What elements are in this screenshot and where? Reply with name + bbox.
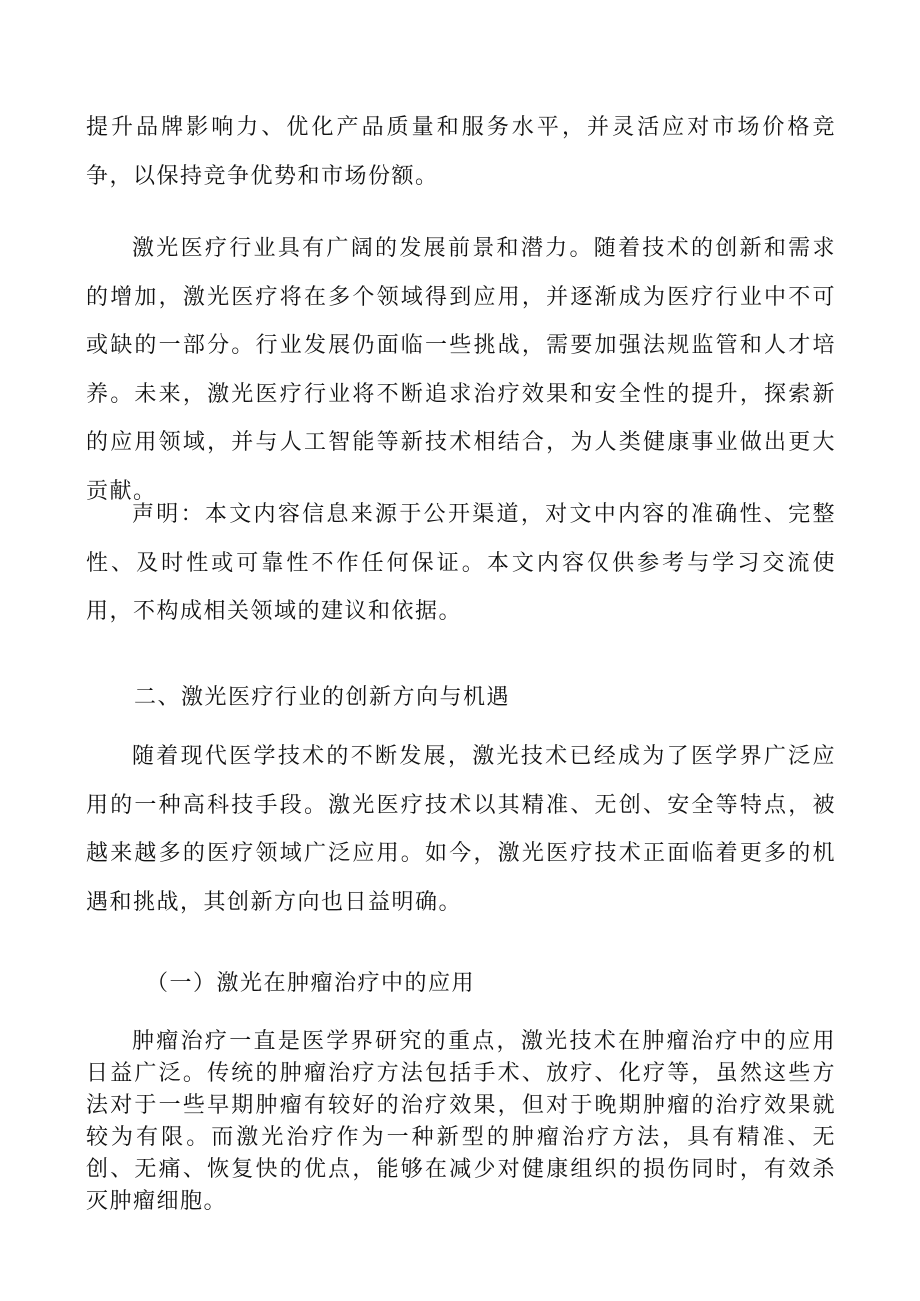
- subsection-heading-tumor: （一）激光在肿瘤治疗中的应用: [146, 971, 476, 996]
- section-heading-innovation: 二、激光医疗行业的创新方向与机遇: [134, 685, 511, 710]
- paragraph-innovation-intro: 随着现代医学技术的不断发展，激光技术已经成为了医学界广泛应用的一种高科技手段。激光医疗技术以其精准、无创、安全等特点，被越来越多的医疗领域广泛应用。如今，激光医疗技术正面临着更多的机遇和挑战，其创新方向也日益明确。: [86, 744, 836, 915]
- paragraph-tumor-treatment: 肿瘤治疗一直是医学界研究的重点，激光技术在肿瘤治疗中的应用日益广泛。传统的肿瘤治疗方法包括手术、放疗、化疗等，虽然这些方法对于一些早期肿瘤有较好的治疗效果，但对于晚期肿瘤的治疗效果就较为有限。而激光治疗作为一种新型的肿瘤治疗方法，具有精准、无创、无痛、恢复快的优点，能够在减少对健康组织的损伤同时，有效杀灭肿瘤细胞。: [86, 1029, 836, 1214]
- paragraph-disclaimer: 声明：本文内容信息来源于公开渠道，对文中内容的准确性、完整性、及时性或可靠性不作任何保证。本文内容仅供参考与学习交流使用，不构成相关领域的建议和依据。: [86, 502, 836, 624]
- paragraph-market-competition: 提升品牌影响力、优化产品质量和服务水平，并灵活应对市场价格竞争，以保持竞争优势和市场份额。: [86, 115, 836, 189]
- paragraph-industry-outlook: 激光医疗行业具有广阔的发展前景和潜力。随着技术的创新和需求的增加，激光医疗将在多个领域得到应用，并逐渐成为医疗行业中不可或缺的一部分。行业发展仍面临一些挑战，需要加强法规监管和人才培养。未来，激光医疗行业将不断追求治疗效果和安全性的提升，探索新的应用领域，并与人工智能等新技术相结合，为人类健康事业做出更大贡献。: [86, 236, 836, 504]
